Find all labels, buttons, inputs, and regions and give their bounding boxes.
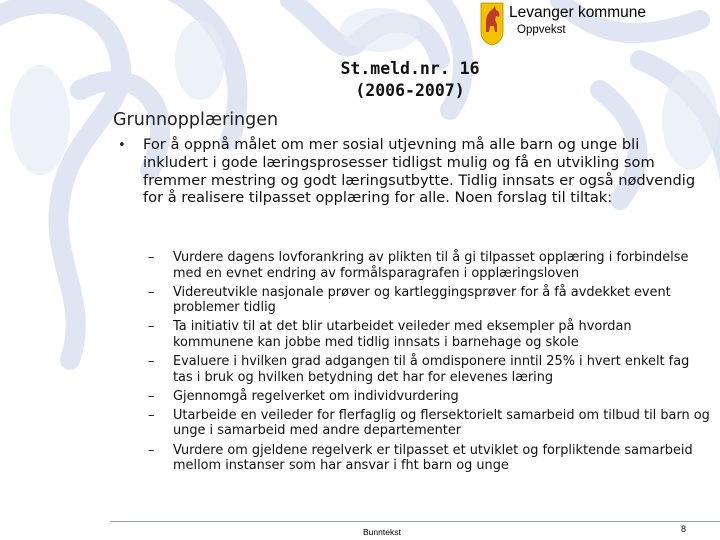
list-item bbox=[148, 354, 710, 385]
dash-icon: – bbox=[148, 250, 155, 265]
list-item-text: Utarbeide en veileder for flerfaglig og flersektorielt samarbeid om tilbud til barn og unge i samarbeid med andre departementer bbox=[173, 407, 710, 439]
list-item-text: Evaluere i hvilken grad adgangen til å omdisponere inntil 25% i hvert enkelt fag tas i bruk og hvilken betydning det har for elevenes læring bbox=[173, 354, 690, 385]
page-number: 8 bbox=[681, 524, 687, 534]
section-heading: Grunnopplæringen bbox=[113, 110, 279, 130]
list-item-text: Vurdere dagens lovforankring av plikten til å gi tilpasset opplæring i forbindelse med en evnet endring av formålsparagrafen i opplæringsloven bbox=[173, 250, 689, 281]
list-item bbox=[148, 285, 710, 316]
dash-icon: – bbox=[148, 388, 155, 404]
dash-icon: – bbox=[148, 407, 155, 423]
list-item bbox=[148, 319, 710, 350]
list-item bbox=[148, 443, 710, 474]
dash-icon: – bbox=[148, 319, 155, 335]
list-item bbox=[148, 250, 710, 281]
document-title bbox=[290, 58, 530, 102]
list-item bbox=[148, 389, 710, 405]
document-title-line-1: St.meld.nr. 16 bbox=[340, 59, 480, 78]
municipality-emblem-icon bbox=[480, 2, 504, 46]
document-title-line-2: (2006-2007) bbox=[355, 81, 465, 100]
dash-icon: – bbox=[148, 442, 155, 458]
brand-name: Levanger kommune bbox=[509, 4, 646, 21]
dash-icon: – bbox=[148, 354, 155, 370]
measures-list bbox=[148, 250, 710, 477]
list-item-text: Ta initiativ til at det blir utarbeidet veileder med eksempler på hvordan kommunene kan jobbe med tidlig innsats i barnehage og skole bbox=[173, 319, 632, 350]
intro-paragraph: For å oppnå målet om mer sosial utjevning må alle barn og unge bli inkludert i gode læringsprosesser tidligst mulig og få en utvikling som fremmer mestring og godt læringsutbytte. Tidlig innsats er også nødvendig for å realisere tilpasset opplæring for alle. Noen forslag til tiltak: bbox=[143, 136, 696, 207]
list-item-text: Vurdere om gjeldene regelverk er tilpasset et utviklet og forpliktende samarbeid mellom instanser som har ansvar i fht barn og unge bbox=[173, 442, 693, 474]
list-item-text: Videreutvikle nasjonale prøver og kartleggingsprøver for å få avdekket event problemer tidlig bbox=[173, 284, 671, 316]
bullet-icon: • bbox=[118, 138, 126, 153]
footer-label: Bunntekst bbox=[363, 527, 401, 537]
list-item-text: Gjennomgå regelverket om individvurdering bbox=[173, 388, 459, 404]
list-item bbox=[148, 408, 710, 439]
footer-divider bbox=[110, 521, 720, 522]
dash-icon: – bbox=[148, 284, 155, 300]
brand-department: Oppvekst bbox=[517, 24, 566, 36]
